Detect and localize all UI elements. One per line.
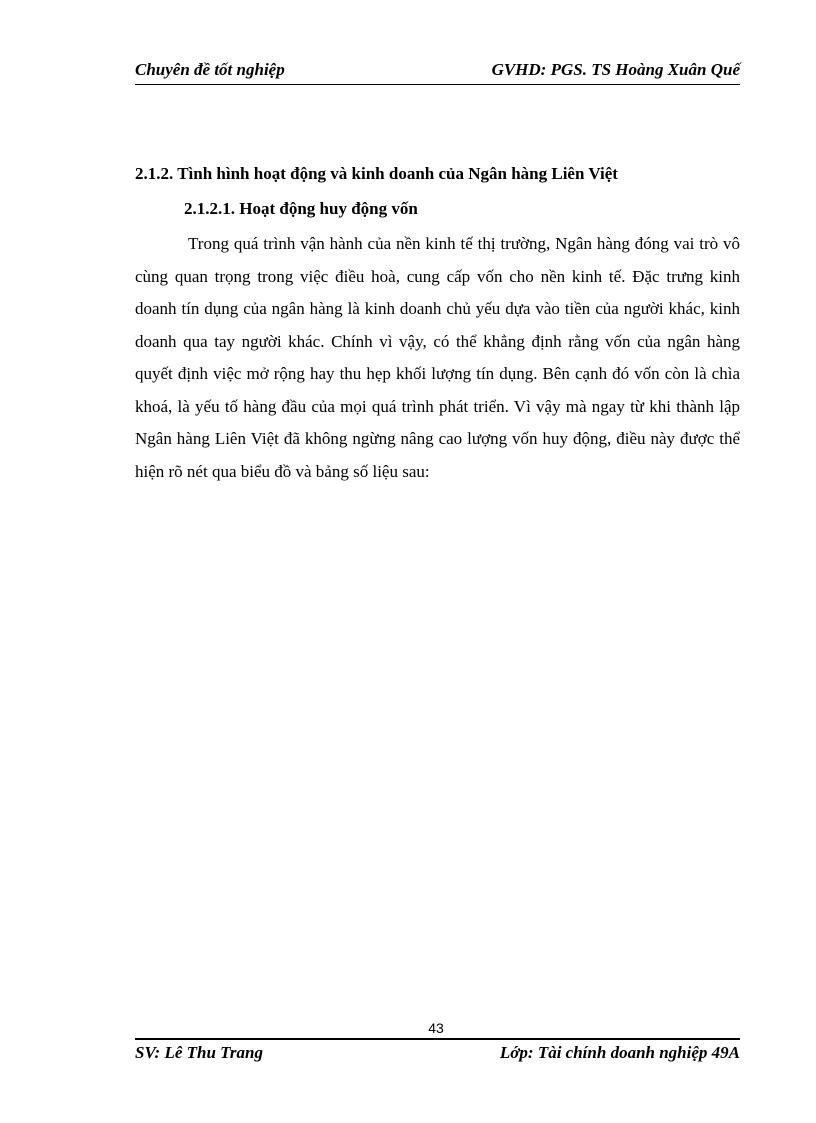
header-divider — [135, 84, 740, 85]
header-advisor-label: GVHD: PGS. TS Hoàng Xuân Quế — [491, 60, 740, 79]
page-footer — [135, 1043, 740, 1065]
section-heading: 2.1.2. Tình hình hoạt động và kinh doanh của Ngân hàng Liên Việt — [135, 164, 618, 183]
header-thesis-label: Chuyên đề tốt nghiệp — [135, 60, 285, 79]
page-header — [135, 60, 740, 82]
footer-student-label: SV: Lê Thu Trang — [135, 1043, 263, 1062]
body-paragraph: Trong quá trình vận hành của nền kinh tế thị trường, Ngân hàng đóng vai trò vô cùng quan trọng trong việc điều hoà, cung cấp vốn cho nền kinh tế. Đặc trưng kinh doanh tín dụng của ngân hàng là kinh doanh chủ yếu dựa vào tiền của người khác, kinh doanh qua tay người khác. Chính vì vậy, có thể khẳng định rằng vốn của ngân hàng quyết định việc mở rộng hay thu hẹp khối lượng tín dụng. Bên cạnh đó vốn còn là chìa khoá, là yếu tố hàng đầu của mọi quá trình phát triển. Vì vậy mà ngay từ khi thành lập Ngân hàng Liên Việt đã không ngừng nâng cao lượng vốn huy động, điều này được thể hiện rõ nét qua biểu đồ và bảng số liệu sau: — [135, 234, 740, 481]
footer-divider — [135, 1038, 740, 1040]
footer-class-label: Lớp: Tài chính doanh nghiệp 49A — [499, 1043, 740, 1062]
subsection-heading: 2.1.2.1. Hoạt động huy động vốn — [184, 199, 418, 218]
page-number: 43 — [428, 1020, 444, 1036]
